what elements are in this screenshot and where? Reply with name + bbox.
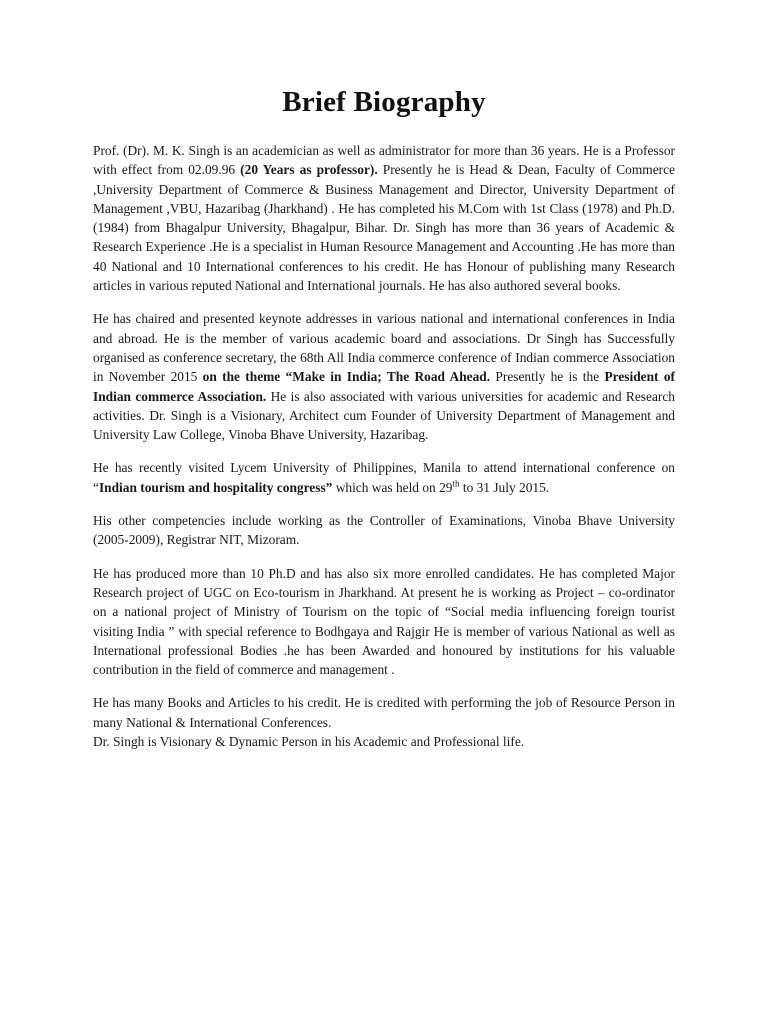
visit-text-1: He has recently visited Lycem University of Philippines, Manila to attend international conference on “ [93,460,675,495]
paragraph-research: He has produced more than 10 Ph.D and has also six more enrolled candidates. He has completed Major Research project of UGC on Eco-tourism in Jharkhand. At present he is working as Project – co-ordinator on a national project of Ministry of Tourism on the topic of “Social media influencing foreign tourist visiting India ” with special reference to Bodhgaya and Rajgir He is member of various National as well as International professional Bodies .he has been Awarded and honoured by institutions for his valuable contribution in the field of commerce and management . [93,565,675,678]
conf-text-3: He is also associated with various universities for academic and Research activities. Dr. Singh is a Visionary, Architect cum Founder of University Department of Management and University Law College, Vinoba Bhave University, Hazaribag. [93,388,675,443]
intro-text-2: Presently he is Head & Dean, Faculty of Commerce ,University Department of Commerce & Business Management and Director, University Department of Management ,VBU, Hazaribag (Jharkhand) . He has completed his M.Com with 1st Class (1978) and Ph.D. (1984) from Bhagalpur University, Bhagalpur, Bihar. Dr. Singh has more than 36 years of Academic & Research Experience .He is a specialist in Human Resource Management and Accounting .He has more than 40 National and 10 International conferences to his credit. He has Honour of publishing many Research articles in various reputed National and International journals. He has also authored several books. [93,162,675,294]
conf-bold-theme: on the theme “Make in India; The Road Ahead. [202,369,491,385]
visit-text-3: to 31 July 2015. [459,479,550,495]
paragraph-books [93,693,675,751]
conf-text-1: He has chaired and presented keynote addresses in various national and international conferences in India and abroad. He is the member of various academic board and associations. Dr Singh has Successfully organised as conference secretary, the 68th All India commerce conference of Indian commerce Association in November 2015 [93,311,675,385]
books-text-2: Dr. Singh is Visionary & Dynamic Person in his Academic and Professional life. [93,734,525,750]
visit-text-2: which was held on 29 [332,479,453,495]
books-text-1: He has many Books and Articles to his credit. He is credited with performing the job of Resource Person in many National & International Conferences. [93,695,675,730]
page-title: Brief Biography [282,86,486,118]
intro-text-1: Prof. (Dr). M. K. Singh is an academician as well as administrator for more than 36 years. He is a Professor with effect from 02.09.96 [93,143,675,178]
paragraph-intro [93,141,675,295]
paragraph-philippines [93,458,675,497]
visit-superscript: th [452,478,460,489]
conf-bold-president: President of Indian commerce Association. [93,369,675,404]
document-page [93,86,675,765]
paragraph-conferences [93,309,675,444]
conf-text-2: Presently he is the [490,369,605,385]
visit-bold-congress: Indian tourism and hospitality congress” [98,479,333,495]
paragraph-competencies: His other competencies include working as the Controller of Examinations, Vinoba Bhave University (2005-2009), Registrar NIT, Mizoram. [93,513,675,548]
intro-bold-years: (20 Years as professor). [240,162,378,178]
